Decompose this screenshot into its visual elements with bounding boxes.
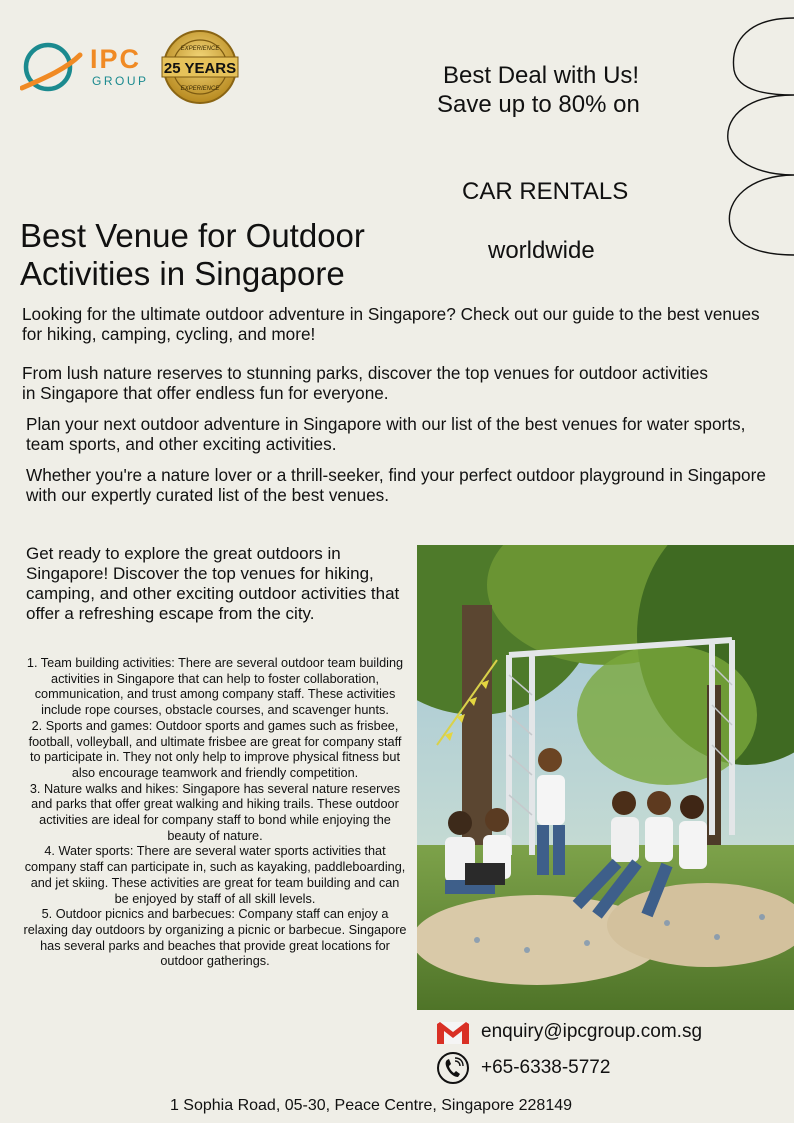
page-title <box>20 217 365 293</box>
badge-bottom-text: EXPERIENCE <box>180 86 220 92</box>
paragraph-1: Looking for the ultimate outdoor adventure in Singapore? Check out our guide to the best venues for hiking, camping, cycling, and more! <box>22 304 760 344</box>
logo-subtitle: GROUP <box>92 74 149 88</box>
paragraph-3: Plan your next outdoor adventure in Singapore with our list of the best venues for water sports, team sports, and other exciting activities. <box>26 414 746 454</box>
list-item: 5. Outdoor picnics and barbecues: Company staff can enjoy a relaxing day outdoors by organizing a picnic or barbecue. Singapore has several parks and beaches that provide great locations for outdoor gatherings. <box>23 907 407 969</box>
intro-paragraph: Get ready to explore the great outdoors in Singapore! Discover the top venues for hiking, camping, and other exciting outdoor activities that offer a refreshing escape from the city. <box>26 544 400 623</box>
decorative-wave-line <box>720 0 794 260</box>
title-line-2: Activities in Singapore <box>20 255 345 292</box>
paragraph-4: Whether you're a nature lover or a thrill-seeker, find your perfect outdoor playground in Singapore with our expertly curated list of the best venues. <box>26 465 766 505</box>
list-item: 3. Nature walks and hikes: Singapore has several nature reserves and parks that offer great walking and hiking trails. These outdoor activities are ideal for company staff to bond while enjoying the beauty of nature. <box>29 781 401 843</box>
experience-badge-icon <box>160 29 240 105</box>
activity-list <box>22 656 408 970</box>
badge-top-text: EXPERIENCE <box>180 46 220 52</box>
paragraph-2: From lush nature reserves to stunning parks, discover the top venues for outdoor activities in Singapore that offer endless fun for everyone. <box>22 363 708 403</box>
promo-line-3: CAR RENTALS <box>462 178 629 205</box>
promo-line-1: Best Deal with Us! <box>443 62 640 89</box>
gmail-icon <box>436 1020 470 1046</box>
promo-line-2: Save up to 80% on <box>437 91 640 118</box>
list-item: 4. Water sports: There are several water sports activities that company staff can participate in, such as kayaking, paddleboarding, and jet skiing. These activities are great for team building and can be enjoyed by staff of all skill levels. <box>24 844 406 906</box>
email-address[interactable]: enquiry@ipcgroup.com.sg <box>481 1021 703 1042</box>
badge-main-text: 25 YEARS <box>163 60 237 77</box>
logo-name: IPC <box>90 44 142 74</box>
title-line-1: Best Venue for Outdoor <box>20 217 365 254</box>
phone-number[interactable]: +65-6338-5772 <box>481 1057 611 1078</box>
outdoor-group-photo <box>417 545 794 1010</box>
address-line: 1 Sophia Road, 05-30, Peace Centre, Singapore 228149 <box>169 1097 573 1114</box>
list-item: 1. Team building activities: There are several outdoor team building activities in Singapore that can help to foster collaboration, communication, and trust among company staff. These activities include rope courses, obstacle courses, and scavenger hunts. <box>26 656 404 718</box>
list-item: 2. Sports and games: Outdoor sports and games such as frisbee, football, volleyball, and ultimate frisbee are great for company staff to participate in. They not only help to improve physical fitness but also encourage teamwork and friendly competition. <box>28 718 402 780</box>
phone-icon <box>436 1051 470 1085</box>
promo-line-4: worldwide <box>488 237 595 264</box>
